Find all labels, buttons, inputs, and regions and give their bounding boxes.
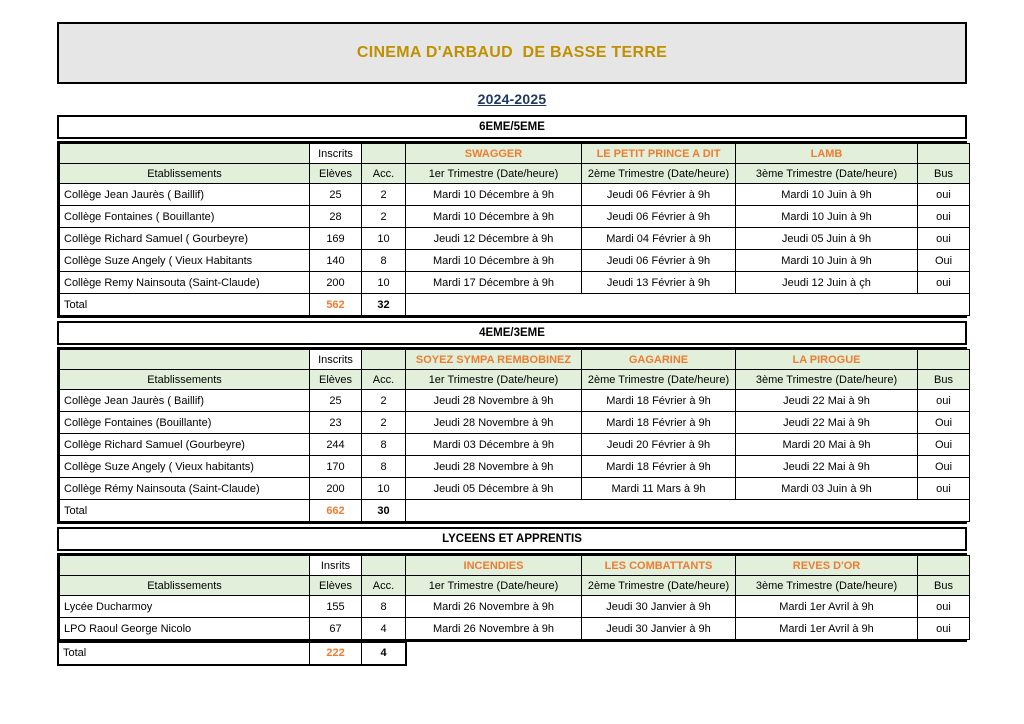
table-row <box>60 478 970 500</box>
film-title-2: LES COMBATTANTS <box>582 556 736 576</box>
trimestre1-date: Mardi 10 Décembre à 9h <box>406 184 582 206</box>
empty-cell <box>918 350 970 370</box>
film-title-2: GAGARINE <box>582 350 736 370</box>
bus-value: Oui <box>918 412 970 434</box>
total-row <box>58 643 406 665</box>
col-header-t1: 1er Trimestre (Date/heure) <box>406 576 582 596</box>
empty-cell <box>406 294 970 316</box>
table-row <box>60 250 970 272</box>
total-row <box>60 500 970 522</box>
trimestre1-date: Mardi 26 Novembre à 9h <box>406 618 582 640</box>
etablissement-name: Collège Suze Angely ( Vieux Habitants <box>60 250 310 272</box>
trimestre1-date: Jeudi 28 Novembre à 9h <box>406 456 582 478</box>
col-header-eleves: Elèves <box>310 370 362 390</box>
etablissement-name: Collège Jean Jaurès ( Baillif) <box>60 184 310 206</box>
col-header-t2: 2ème Trimestre (Date/heure) <box>582 164 736 184</box>
etablissement-name: Collège Fontaines ( Bouillante) <box>60 206 310 228</box>
acc-count: 2 <box>362 206 406 228</box>
col-header-eleves: Elèves <box>310 164 362 184</box>
trimestre1-date: Jeudi 12 Décembre à 9h <box>406 228 582 250</box>
total-label: Total <box>60 500 310 522</box>
trimestre1-date: Mardi 03 Décembre à 9h <box>406 434 582 456</box>
trimestre2-date: Mardi 11 Mars à 9h <box>582 478 736 500</box>
total-row <box>60 294 970 316</box>
section-title-6eme-5eme: 6EME/5EME <box>57 115 967 139</box>
table-row <box>60 272 970 294</box>
eleves-count: 169 <box>310 228 362 250</box>
col-header-t1: 1er Trimestre (Date/heure) <box>406 164 582 184</box>
eleves-count: 28 <box>310 206 362 228</box>
etablissement-name: Collège Jean Jaurès ( Baillif) <box>60 390 310 412</box>
empty-cell <box>362 350 406 370</box>
section-table-lyceens-apprentis <box>57 553 967 642</box>
film-title-3: LA PIROGUE <box>736 350 918 370</box>
total-label: Total <box>58 643 309 665</box>
trimestre2-date: Jeudi 20 Février à 9h <box>582 434 736 456</box>
trimestre1-date: Mardi 26 Novembre à 9h <box>406 596 582 618</box>
acc-count: 8 <box>362 250 406 272</box>
inscrits-label: Inscrits <box>310 350 362 370</box>
trimestre2-date: Jeudi 06 Février à 9h <box>582 206 736 228</box>
empty-cell <box>362 144 406 164</box>
eleves-count: 25 <box>310 390 362 412</box>
etablissement-name: Collège Suze Angely ( Vieux habitants) <box>60 456 310 478</box>
trimestre1-date: Jeudi 28 Novembre à 9h <box>406 390 582 412</box>
trimestre3-date: Mardi 10 Juin à 9h <box>736 206 918 228</box>
film-row <box>60 144 970 164</box>
etablissement-name: Collège Fontaines (Bouillante) <box>60 412 310 434</box>
inscrits-label: Insrits <box>310 556 362 576</box>
total-acc: 32 <box>362 294 406 316</box>
bus-value: Oui <box>918 456 970 478</box>
trimestre1-date: Mardi 10 Décembre à 9h <box>406 250 582 272</box>
etablissement-name: Collège Richard Samuel ( Gourbeyre) <box>60 228 310 250</box>
col-header-etablissements: Etablissements <box>60 164 310 184</box>
etablissement-name: Collège Rémy Nainsouta (Saint-Claude) <box>60 478 310 500</box>
bus-value: Oui <box>918 434 970 456</box>
total-acc: 30 <box>362 500 406 522</box>
table-row <box>60 456 970 478</box>
trimestre3-date: Mardi 1er Avril à 9h <box>736 596 918 618</box>
eleves-count: 25 <box>310 184 362 206</box>
col-header-etablissements: Etablissements <box>60 576 310 596</box>
total-label: Total <box>60 294 310 316</box>
trimestre2-date: Jeudi 30 Janvier à 9h <box>582 618 736 640</box>
etablissement-name: Collège Richard Samuel (Gourbeyre) <box>60 434 310 456</box>
col-header-acc: Acc. <box>362 164 406 184</box>
section-title-lyceens-apprentis: LYCEENS ET APPRENTIS <box>57 527 967 551</box>
trimestre3-date: Mardi 10 Juin à 9h <box>736 250 918 272</box>
table-row <box>60 596 970 618</box>
col-header-acc: Acc. <box>362 370 406 390</box>
eleves-count: 67 <box>310 618 362 640</box>
trimestre3-date: Jeudi 22 Mai à 9h <box>736 456 918 478</box>
section-table-6eme-5eme <box>57 141 967 318</box>
table-row <box>60 434 970 456</box>
empty-cell <box>362 556 406 576</box>
trimestre3-date: Mardi 10 Juin à 9h <box>736 184 918 206</box>
trimestre2-date: Jeudi 30 Janvier à 9h <box>582 596 736 618</box>
etablissement-name: Lycée Ducharmoy <box>60 596 310 618</box>
acc-count: 8 <box>362 596 406 618</box>
acc-count: 8 <box>362 434 406 456</box>
acc-count: 10 <box>362 478 406 500</box>
trimestre2-date: Mardi 18 Février à 9h <box>582 412 736 434</box>
bus-value: oui <box>918 272 970 294</box>
section-title-4eme-3eme: 4EME/3EME <box>57 321 967 345</box>
season-wrap <box>57 91 967 109</box>
column-header-row <box>60 370 970 390</box>
section-table-4eme-3eme <box>57 347 967 524</box>
bus-value: oui <box>918 390 970 412</box>
acc-count: 2 <box>362 412 406 434</box>
col-header-eleves: Elèves <box>310 576 362 596</box>
film-title-2: LE PETIT PRINCE A DIT <box>582 144 736 164</box>
total-eleves: 562 <box>310 294 362 316</box>
col-header-bus: Bus <box>918 576 970 596</box>
bus-value: oui <box>918 596 970 618</box>
trimestre3-date: Mardi 20 Mai à 9h <box>736 434 918 456</box>
table-row <box>60 228 970 250</box>
col-header-t3: 3ème Trimestre (Date/heure) <box>736 370 918 390</box>
col-header-t3: 3ème Trimestre (Date/heure) <box>736 576 918 596</box>
acc-count: 8 <box>362 456 406 478</box>
film-title-1: SOYEZ SYMPA REMBOBINEZ <box>406 350 582 370</box>
bus-value: oui <box>918 206 970 228</box>
table-row <box>60 412 970 434</box>
table-row <box>60 184 970 206</box>
empty-cell <box>60 556 310 576</box>
bus-value: oui <box>918 184 970 206</box>
empty-cell <box>406 500 970 522</box>
acc-count: 2 <box>362 184 406 206</box>
eleves-count: 170 <box>310 456 362 478</box>
film-row <box>60 556 970 576</box>
col-header-bus: Bus <box>918 164 970 184</box>
table-row <box>60 206 970 228</box>
acc-count: 2 <box>362 390 406 412</box>
trimestre2-date: Jeudi 13 Février à 9h <box>582 272 736 294</box>
col-header-t2: 2ème Trimestre (Date/heure) <box>582 370 736 390</box>
trimestre2-date: Mardi 18 Février à 9h <box>582 456 736 478</box>
total-acc: 4 <box>362 643 406 665</box>
trimestre2-date: Jeudi 06 Février à 9h <box>582 184 736 206</box>
film-title-3: REVES D'OR <box>736 556 918 576</box>
film-title-1: INCENDIES <box>406 556 582 576</box>
document-header-box <box>57 22 967 84</box>
eleves-count: 200 <box>310 478 362 500</box>
col-header-t3: 3ème Trimestre (Date/heure) <box>736 164 918 184</box>
bus-value: oui <box>918 228 970 250</box>
section-lyceens-apprentis <box>57 527 967 666</box>
table-row <box>60 618 970 640</box>
col-header-t1: 1er Trimestre (Date/heure) <box>406 370 582 390</box>
bus-value: Oui <box>918 250 970 272</box>
table-row <box>60 390 970 412</box>
empty-cell <box>60 144 310 164</box>
empty-cell <box>918 556 970 576</box>
eleves-count: 140 <box>310 250 362 272</box>
col-header-t2: 2ème Trimestre (Date/heure) <box>582 576 736 596</box>
bus-value: oui <box>918 618 970 640</box>
col-header-etablissements: Etablissements <box>60 370 310 390</box>
season-label: 2024-2025 <box>477 91 547 107</box>
eleves-count: 155 <box>310 596 362 618</box>
section-4eme-3eme <box>57 321 967 524</box>
eleves-count: 244 <box>310 434 362 456</box>
acc-count: 10 <box>362 228 406 250</box>
section-6eme-5eme <box>57 115 967 318</box>
trimestre2-date: Jeudi 06 Février à 9h <box>582 250 736 272</box>
etablissement-name: Collège Remy Nainsouta (Saint-Claude) <box>60 272 310 294</box>
trimestre3-date: Mardi 03 Juin à 9h <box>736 478 918 500</box>
trimestre3-date: Jeudi 12 Juin à çh <box>736 272 918 294</box>
total-eleves: 662 <box>310 500 362 522</box>
trimestre1-date: Jeudi 05 Décembre à 9h <box>406 478 582 500</box>
col-header-bus: Bus <box>918 370 970 390</box>
trimestre2-date: Mardi 04 Février à 9h <box>582 228 736 250</box>
film-title-1: SWAGGER <box>406 144 582 164</box>
trimestre1-date: Mardi 17 Décembre à 9h <box>406 272 582 294</box>
column-header-row <box>60 164 970 184</box>
eleves-count: 200 <box>310 272 362 294</box>
trimestre3-date: Jeudi 22 Mai à 9h <box>736 390 918 412</box>
sections <box>57 115 967 666</box>
bus-value: oui <box>918 478 970 500</box>
inscrits-label: Inscrits <box>310 144 362 164</box>
trimestre3-date: Mardi 1er Avril à 9h <box>736 618 918 640</box>
column-header-row <box>60 576 970 596</box>
document-title: CINEMA D'ARBAUD DE BASSE TERRE <box>356 44 668 61</box>
film-row <box>60 350 970 370</box>
film-title-3: LAMB <box>736 144 918 164</box>
trimestre3-date: Jeudi 22 Mai à 9h <box>736 412 918 434</box>
total-eleves: 222 <box>309 643 361 665</box>
trimestre1-date: Mardi 10 Décembre à 9h <box>406 206 582 228</box>
col-header-acc: Acc. <box>362 576 406 596</box>
empty-cell <box>60 350 310 370</box>
etablissement-name: LPO Raoul George Nicolo <box>60 618 310 640</box>
acc-count: 4 <box>362 618 406 640</box>
acc-count: 10 <box>362 272 406 294</box>
trimestre2-date: Mardi 18 Février à 9h <box>582 390 736 412</box>
empty-cell <box>918 144 970 164</box>
trimestre3-date: Jeudi 05 Juin à 9h <box>736 228 918 250</box>
total-table-lyceens-apprentis <box>57 642 407 666</box>
eleves-count: 23 <box>310 412 362 434</box>
trimestre1-date: Jeudi 28 Novembre à 9h <box>406 412 582 434</box>
